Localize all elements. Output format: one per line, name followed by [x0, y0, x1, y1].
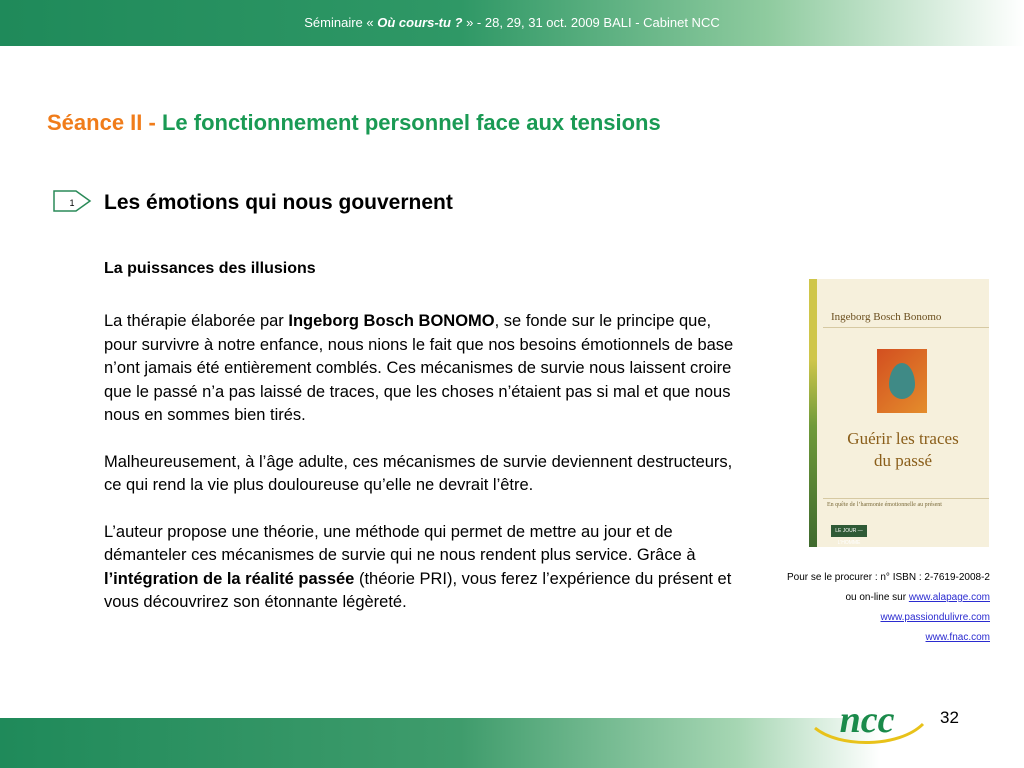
title-session: Séance II -: [47, 110, 162, 135]
body-text: [104, 310, 744, 638]
cover-artwork-figure: [889, 363, 915, 399]
purchase-info: [787, 568, 990, 648]
author-name: Ingeborg Bosch BONOMO: [288, 312, 495, 330]
section-heading: Les émotions qui nous gouvernent: [104, 191, 453, 214]
header-emphasis: Où cours-tu ?: [377, 15, 463, 30]
cover-stripe: [809, 279, 817, 547]
section-number-badge: [52, 187, 92, 215]
logo-text: ncc: [839, 699, 895, 741]
book-author: Ingeborg Bosch Bonomo: [831, 311, 942, 323]
isbn-line: Pour se le procurer : n° ISBN : 2-7619-2008-2: [787, 572, 990, 583]
ncc-logo: [809, 694, 929, 746]
cover-artwork: [877, 349, 927, 413]
cover-divider: [823, 327, 989, 328]
paragraph-2: Malheureusement, à l’âge adulte, ces mécanismes de survie deviennent destructeurs, ce qui rend la vie plus douloureuse qu’elle ne devrait l’être.: [104, 452, 733, 494]
header-suffix: » - 28, 29, 31 oct. 2009 BALI - Cabinet NCC: [462, 15, 720, 30]
link-passiondulivre[interactable]: www.passiondulivre.com: [880, 612, 990, 623]
header-bar: [0, 0, 1024, 46]
book-tagline: En quête de l’harmonie émotionnelle au présent: [827, 502, 942, 508]
cover-divider: [823, 498, 989, 499]
page-number: 32: [940, 708, 959, 727]
book-title-line2: du passé: [873, 451, 933, 470]
publisher-logo: LE JOUR — L’HOMME: [831, 525, 867, 537]
book-title-line1: Guérir les traces: [847, 429, 959, 448]
method-name: l’intégration de la réalité passée: [104, 569, 355, 588]
section-number: 1: [69, 198, 75, 208]
link-fnac[interactable]: www.fnac.com: [925, 632, 990, 643]
section-subheading: La puissances des illusions: [104, 260, 316, 277]
header-prefix: Séminaire «: [304, 15, 378, 30]
title-topic: Le fonctionnement personnel face aux tensions: [161, 110, 661, 135]
online-line: ou on-line sur www.alapage.com: [845, 592, 990, 603]
header-text: [0, 15, 1024, 30]
paragraph-3: L’auteur propose une théorie, une méthode qui permet de mettre au jour et de démanteler ces mécanismes de survie qui ne nous rendent plus service. Grâce à l’intégration de la réalité passée (théorie PRI), vous ferez l’expérience du présent et vous découvrirez son étonnante légèreté.: [104, 522, 732, 611]
link-alapage[interactable]: www.alapage.com: [908, 592, 990, 603]
slide-title: [47, 110, 661, 136]
book-cover: [809, 279, 989, 547]
paragraph-1: La thérapie élaborée par Ingeborg Bosch BONOMO, se fonde sur le principe que, pour survivre à notre enfance, nous nions le fait que nos besoins émotionnels de base n’ont jamais été entièrement comblés. Ces mécanismes de survie nous laissent croire que le passé n’a pas laissé de traces, que les choses n’étaient pas si mal et que nous nous en sommes bien tirés.: [104, 312, 734, 424]
